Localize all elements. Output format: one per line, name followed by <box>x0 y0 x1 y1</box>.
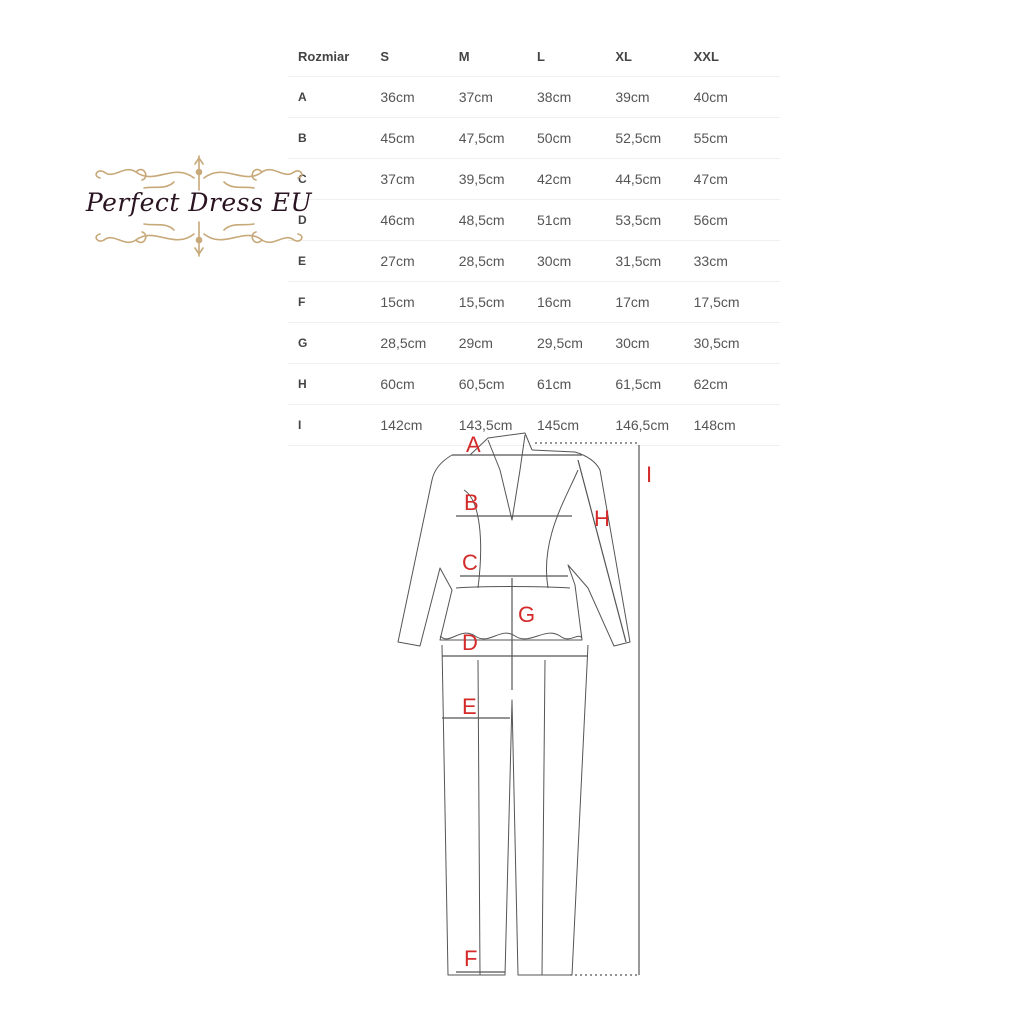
measurement-cell: 17,5cm <box>694 282 780 323</box>
label-g: G <box>518 602 536 627</box>
measurement-cell: 31,5cm <box>615 241 693 282</box>
waist-seam <box>456 587 570 589</box>
measurement-cell: 48,5cm <box>459 200 537 241</box>
measurement-cell: 61,5cm <box>615 364 693 405</box>
measurement-cell: 33cm <box>694 241 780 282</box>
measurement-cell: 53,5cm <box>615 200 693 241</box>
measurement-cell: 44,5cm <box>615 159 693 200</box>
measurement-cell: 61cm <box>537 364 615 405</box>
measurement-cell: 30,5cm <box>694 323 780 364</box>
measurement-cell: 56cm <box>694 200 780 241</box>
measurement-cell: 37cm <box>459 77 537 118</box>
trouser-crease-left <box>478 660 480 975</box>
label-h: H <box>594 506 610 531</box>
measurement-cell: 62cm <box>694 364 780 405</box>
label-d: D <box>462 630 478 655</box>
measurement-cell: 39cm <box>615 77 693 118</box>
measurement-cell: 47cm <box>694 159 780 200</box>
row-label: B <box>288 118 380 159</box>
measurement-cell: 55cm <box>694 118 780 159</box>
measurement-cell: 29,5cm <box>537 323 615 364</box>
table-row <box>288 118 780 159</box>
table-row <box>288 77 780 118</box>
measurement-cell: 50cm <box>537 118 615 159</box>
measurement-cell: 30cm <box>537 241 615 282</box>
label-e: E <box>462 694 477 719</box>
table-row <box>288 159 780 200</box>
measurement-cell: 27cm <box>380 241 458 282</box>
measurement-cell: 52,5cm <box>615 118 693 159</box>
measurement-cell: 46cm <box>380 200 458 241</box>
table-row <box>288 323 780 364</box>
row-label: G <box>288 323 380 364</box>
label-f: F <box>464 946 478 971</box>
trouser-crease-right <box>542 660 545 975</box>
measurement-cell: 142cm <box>380 405 458 446</box>
row-label: C <box>288 159 380 200</box>
row-label: H <box>288 364 380 405</box>
label-i: I <box>646 462 653 487</box>
header-cell: XL <box>615 36 693 77</box>
table-header-row <box>288 36 780 77</box>
table-row <box>288 364 780 405</box>
measurement-cell: 36cm <box>380 77 458 118</box>
measurement-cell: 15,5cm <box>459 282 537 323</box>
measurement-cell: 40cm <box>694 77 780 118</box>
measurement-cell: 42cm <box>537 159 615 200</box>
measurement-cell: 145cm <box>537 405 615 446</box>
table-body <box>288 77 780 446</box>
measurement-cell: 148cm <box>694 405 780 446</box>
lapel-line <box>488 435 525 520</box>
table-row <box>288 241 780 282</box>
measurement-cell: 16cm <box>537 282 615 323</box>
measurement-cell: 29cm <box>459 323 537 364</box>
row-label: E <box>288 241 380 282</box>
jacket-outline <box>398 450 630 646</box>
measurement-cell: 37cm <box>380 159 458 200</box>
row-label: I <box>288 405 380 446</box>
measurement-cell: 38cm <box>537 77 615 118</box>
header-cell: L <box>537 36 615 77</box>
measurement-cell: 17cm <box>615 282 693 323</box>
label-b: B <box>464 490 479 515</box>
measurement-cell: 28,5cm <box>459 241 537 282</box>
jumpsuit-measurement-diagram <box>380 425 680 985</box>
label-a: A <box>466 432 481 457</box>
header-cell: M <box>459 36 537 77</box>
row-label: D <box>288 200 380 241</box>
measurement-cell: 60,5cm <box>459 364 537 405</box>
measurement-cell: 51cm <box>537 200 615 241</box>
table-row <box>288 282 780 323</box>
measurement-labels <box>462 432 652 971</box>
table-row <box>288 200 780 241</box>
header-cell: XXL <box>694 36 780 77</box>
measurement-cell: 39,5cm <box>459 159 537 200</box>
measurement-cell: 45cm <box>380 118 458 159</box>
size-table <box>288 36 780 446</box>
label-c: C <box>462 550 478 575</box>
row-label: A <box>288 77 380 118</box>
row-label: F <box>288 282 380 323</box>
measurement-cell: 15cm <box>380 282 458 323</box>
measurement-cell: 143,5cm <box>459 405 537 446</box>
header-cell: Rozmiar <box>288 36 380 77</box>
measurement-cell: 30cm <box>615 323 693 364</box>
measurement-cell: 146,5cm <box>615 405 693 446</box>
logo-text: Perfect Dress EU <box>85 188 313 217</box>
brand-logo <box>74 150 324 262</box>
measurement-cell: 60cm <box>380 364 458 405</box>
header-cell: S <box>380 36 458 77</box>
measurement-cell: 28,5cm <box>380 323 458 364</box>
measurement-cell: 47,5cm <box>459 118 537 159</box>
